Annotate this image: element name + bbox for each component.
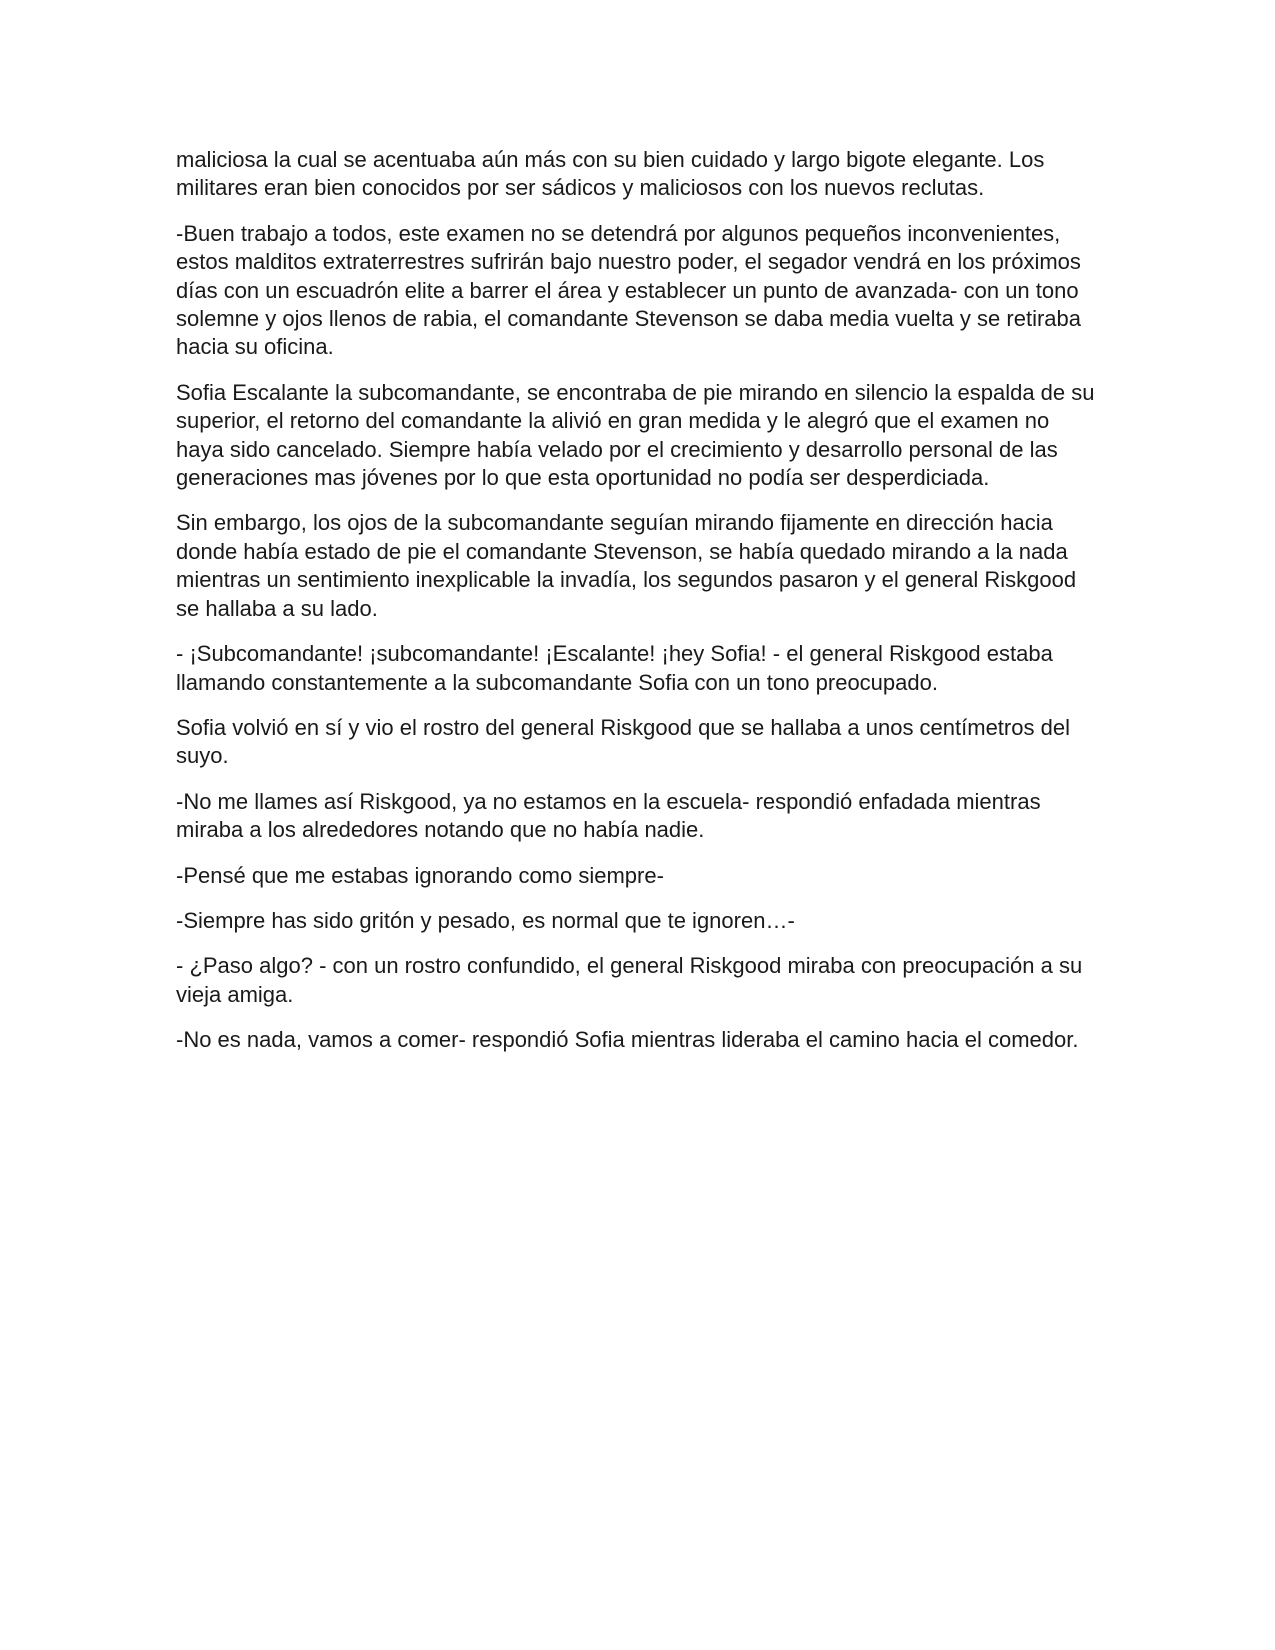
paragraph: Sofia volvió en sí y vio el rostro del general Riskgood que se hallaba a unos centímetros del suyo. [176,714,1070,769]
paragraph: - ¿Paso algo? - con un rostro confundido, el general Riskgood miraba con preocupación a su vieja amiga. [176,953,1083,1007]
document-body [176,146,1096,1072]
paragraph: -No es nada, vamos a comer- respondió Sofia mientras lideraba el camino hacia el comedor. [176,1027,1079,1053]
paragraph: Sin embargo, los ojos de la subcomandante seguían mirando fijamente en dirección hacia donde había estado de pie el comandante Stevenson, se había quedado mirando a la nada mientras un sentimiento inexplicable la invadía, los segundos pasaron y el general Riskgood se hallaba a su lado. [176,510,1077,621]
paragraph: - ¡Subcomandante! ¡subcomandante! ¡Escalante! ¡hey Sofia! - el general Riskgood estaba llamando constantemente a la subcomandante Sofia con un tono preocupado. [176,641,1053,695]
paragraph: -Buen trabajo a todos, este examen no se detendrá por algunos pequeños inconvenientes, estos malditos extraterrestres sufrirán bajo nuestro poder, el segador vendrá en los próximos días con un escuadrón elite a barrer el área y establecer un punto de avanzada- con un tono solemne y ojos llenos de rabia, el comandante Stevenson se daba media vuelta y se retiraba hacia su oficina. [176,220,1081,360]
paragraph: -No me llames así Riskgood, ya no estamos en la escuela- respondió enfadada mientras miraba a los alrededores notando que no había nadie. [176,788,1041,843]
paragraph: maliciosa la cual se acentuaba aún más con su bien cuidado y largo bigote elegante. Los militares eran bien conocidos por ser sádicos y maliciosos con los nuevos reclutas. [176,147,1045,201]
paragraph: Sofia Escalante la subcomandante, se encontraba de pie mirando en silencio la espalda de su superior, el retorno del comandante la alivió en gran medida y le alegró que el examen no haya sido cancelado. Siempre había velado por el crecimiento y desarrollo personal de las generaciones mas jóvenes por lo que esta oportunidad no podía ser desperdiciada. [176,379,1095,491]
paragraph: -Pensé que me estabas ignorando como siempre- [176,862,664,888]
paragraph: -Siempre has sido gritón y pesado, es normal que te ignoren…- [176,907,795,933]
